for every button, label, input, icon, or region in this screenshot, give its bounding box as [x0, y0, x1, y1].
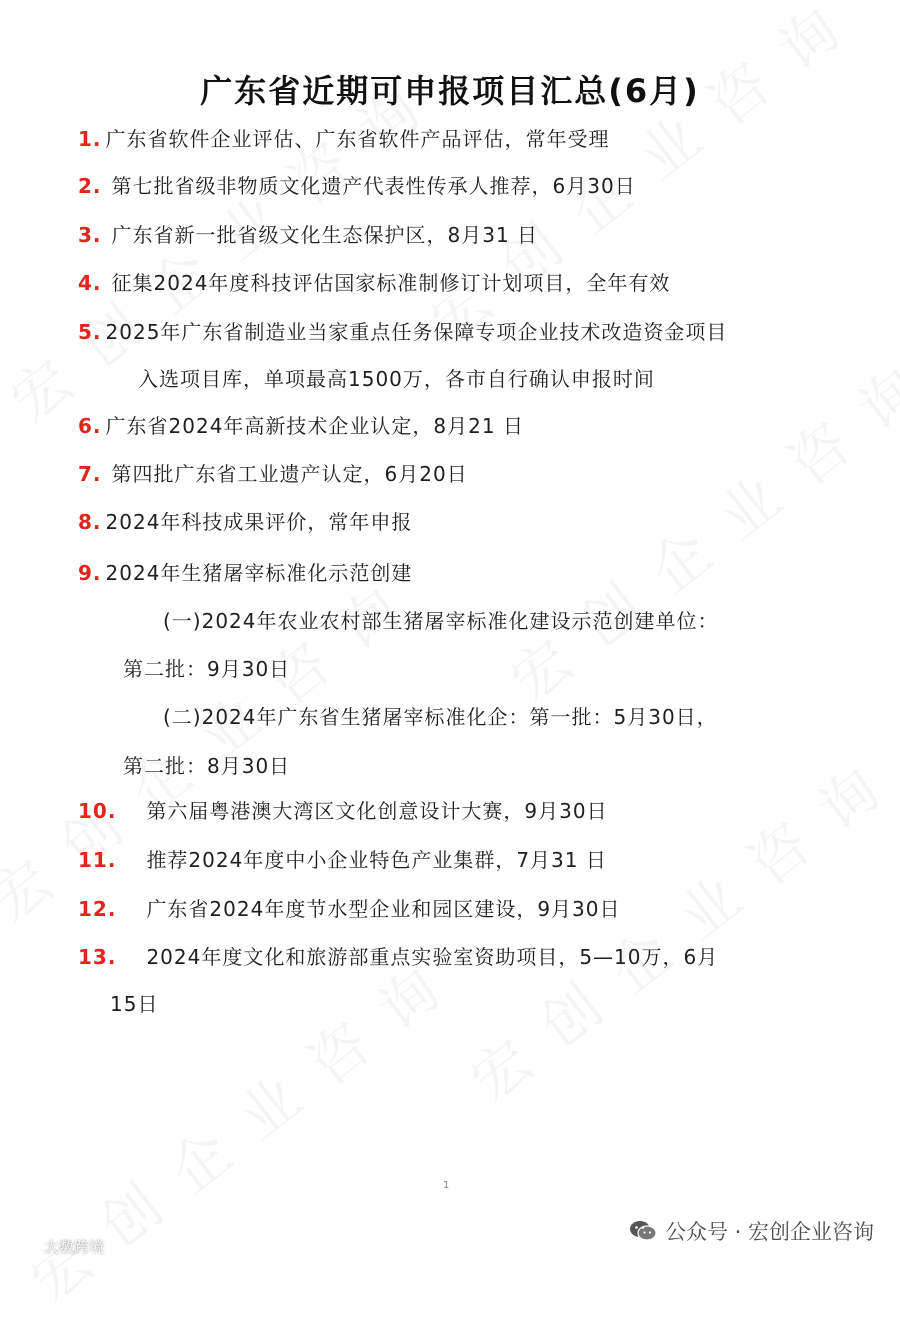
list-item [78, 895, 621, 923]
sub-item: (二)2024年广东省生猪屠宰标准化企：第一批：5月30日， [163, 705, 718, 729]
item-text: 第六届粤港澳大湾区文化创意设计大赛，9月30日 [146, 799, 608, 823]
item-text: 推荐2024年度中小企业特色产业集群，7月31 日 [146, 848, 607, 872]
ksc-logo-icon [8, 1238, 40, 1256]
list-item [78, 460, 468, 488]
item-text: 2024年度文化和旅游部重点实验室资助项目，5—10万，6月 [146, 945, 719, 969]
page-marker: 1 [443, 1180, 450, 1191]
list-item [78, 943, 718, 971]
item-text: 2025年广东省制造业当家重点任务保障专项企业技术改造资金项目 [105, 320, 728, 344]
list-item [78, 559, 412, 587]
list-item [78, 412, 524, 440]
item-number: 4. [78, 271, 102, 295]
item-text: 第七批省级非物质文化遗产代表性传承人推荐，6月30日 [111, 174, 636, 198]
item-number: 7. [78, 462, 102, 486]
list-item [78, 318, 727, 346]
source-label: 大数跨境 [44, 1238, 105, 1256]
list-item [78, 172, 636, 200]
item-text: 2024年生猪屠宰标准化示范创建 [105, 561, 413, 585]
sub-item-continuation: 第二批：9月30日 [123, 657, 291, 681]
item-number: 10. [78, 799, 117, 823]
item-number: 11. [78, 848, 117, 872]
item-text: 第四批广东省工业遗产认定，6月20日 [111, 462, 468, 486]
source-logo [8, 1236, 104, 1257]
item-number: 5. [78, 320, 102, 344]
wechat-account-label: 公众号 · 宏创企业咨询 [664, 1220, 874, 1244]
item-text: 2024年科技成果评价，常年申报 [105, 510, 413, 534]
item-number: 13. [78, 945, 117, 969]
wechat-account-tag [629, 1216, 874, 1246]
item-number: 12. [78, 897, 117, 921]
item-number: 1. [78, 127, 102, 151]
item-number: 3. [78, 223, 102, 247]
list-item [78, 508, 412, 536]
list-item-continuation: 入选项目库，单项最高1500万，各市自行确认申报时间 [138, 367, 655, 391]
list-item [78, 269, 670, 297]
list-item [78, 221, 538, 249]
item-number: 2. [78, 174, 102, 198]
item-number: 9. [78, 561, 102, 585]
item-text: 广东省新一批省级文化生态保护区，8月31 日 [111, 223, 539, 247]
page-title: 广东省近期可申报项目汇总(6月) [200, 72, 700, 110]
item-number: 6. [78, 414, 102, 438]
item-text: 征集2024年度科技评估国家标准制修订计划项目，全年有效 [111, 271, 671, 295]
wechat-icon [629, 1220, 657, 1242]
list-item [78, 797, 608, 825]
list-item-continuation: 15日 [110, 992, 159, 1016]
item-text: 广东省软件企业评估、广东省软件产品评估，常年受理 [105, 127, 610, 151]
sub-item: (一)2024年农业农村部生猪屠宰标准化建设示范创建单位： [163, 609, 719, 633]
item-text: 广东省2024年高新技术企业认定，8月21 日 [105, 414, 524, 438]
item-number: 8. [78, 510, 102, 534]
sub-item-continuation: 第二批：8月30日 [123, 754, 291, 778]
list-item [78, 125, 610, 153]
item-text: 广东省2024年度节水型企业和园区建设，9月30日 [146, 897, 621, 921]
list-item [78, 846, 607, 874]
